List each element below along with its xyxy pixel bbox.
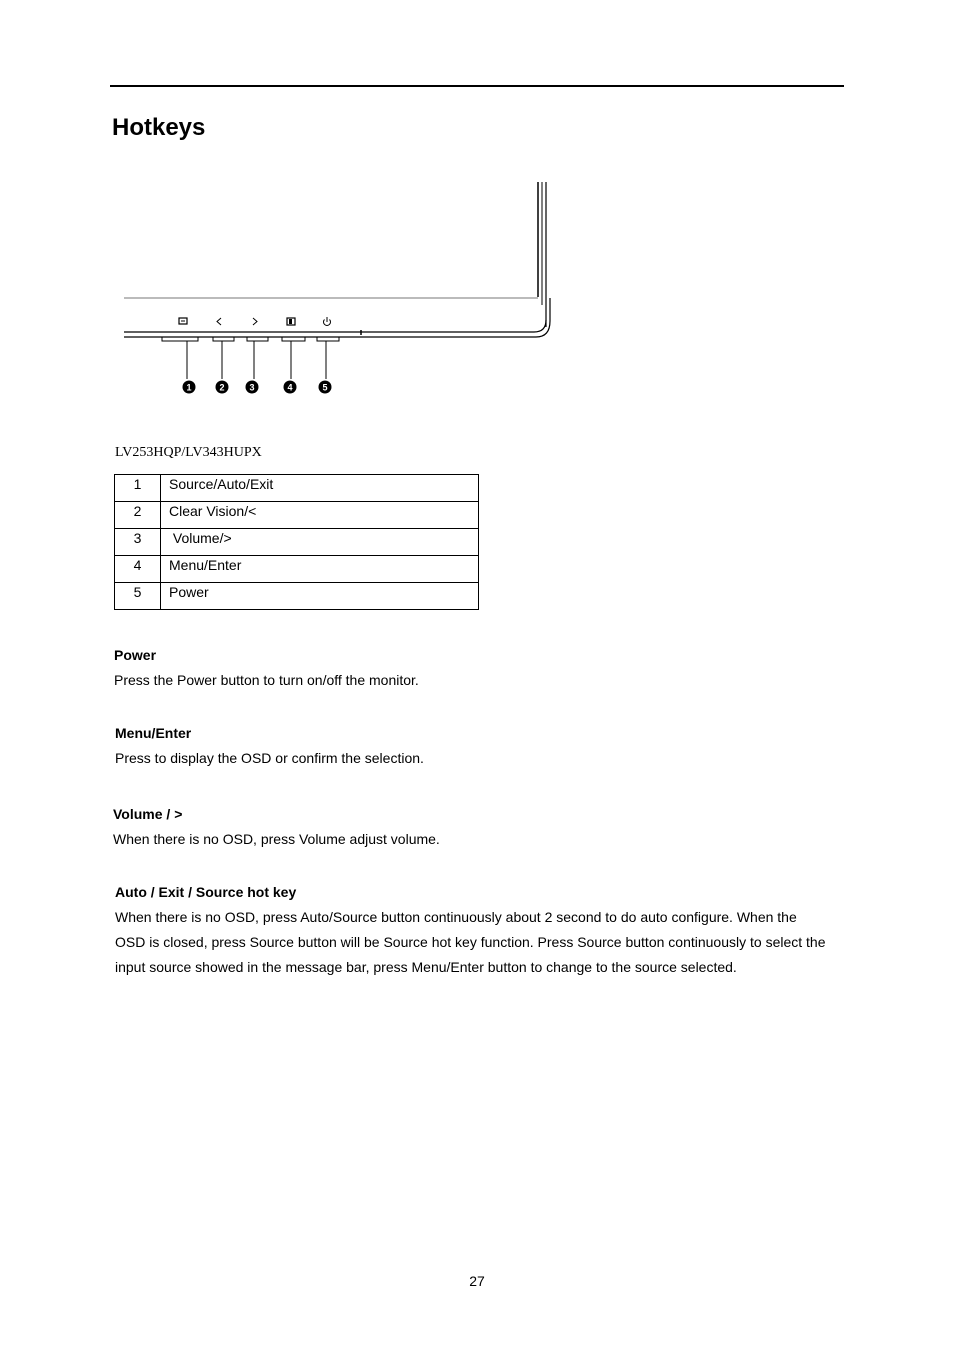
section-heading: Menu/Enter <box>115 725 192 741</box>
callout-4: 4 <box>287 382 293 393</box>
menu-section <box>115 721 424 771</box>
section-body-line: input source showed in the message bar, press Menu/Enter button to change to the source selected. <box>115 959 737 975</box>
callout-2: 2 <box>219 382 225 393</box>
row-number: 4 <box>115 556 161 583</box>
section-body: Press the Power button to turn on/off the monitor. <box>114 672 419 688</box>
table-row <box>115 529 479 556</box>
section-heading: Auto / Exit / Source hot key <box>115 884 297 900</box>
row-label: Power <box>161 583 479 610</box>
row-number: 2 <box>115 502 161 529</box>
section-heading: Power <box>114 647 157 663</box>
header-rule <box>110 85 844 87</box>
right-chevron-icon <box>253 318 257 325</box>
section-heading: Volume / > <box>113 806 183 822</box>
left-chevron-icon <box>217 318 221 325</box>
row-label: Menu/Enter <box>161 556 479 583</box>
auto-section <box>115 880 826 980</box>
row-label: Volume/> <box>161 529 479 556</box>
power-icon <box>324 317 331 325</box>
table-row <box>115 502 479 529</box>
power-section <box>114 643 419 693</box>
hotkey-table <box>114 474 479 610</box>
row-label: Clear Vision/< <box>161 502 479 529</box>
callout-5: 5 <box>322 382 328 393</box>
table-row <box>115 556 479 583</box>
row-number: 5 <box>115 583 161 610</box>
monitor-button-diagram <box>110 175 560 410</box>
source-icon <box>179 318 187 324</box>
row-number: 1 <box>115 475 161 502</box>
model-label: LV253HQP/LV343HUPX <box>115 445 262 460</box>
callout-1: 1 <box>186 382 192 393</box>
page-title: Hotkeys <box>112 114 206 141</box>
volume-section <box>113 802 440 852</box>
row-number: 3 <box>115 529 161 556</box>
section-body: When there is no OSD, press Volume adjust volume. <box>113 831 440 847</box>
section-body: Press to display the OSD or confirm the selection. <box>115 750 424 766</box>
row-label: Source/Auto/Exit <box>161 475 479 502</box>
table-row <box>115 475 479 502</box>
menu-icon <box>287 318 295 325</box>
table-row <box>115 583 479 610</box>
section-body-line: When there is no OSD, press Auto/Source button continuously about 2 second to do auto configure. When the <box>115 909 797 925</box>
callout-3: 3 <box>249 382 255 393</box>
page-number: 27 <box>469 1273 485 1289</box>
section-body-line: OSD is closed, press Source button will be Source hot key function. Press Source button continuously to select the <box>115 934 826 950</box>
